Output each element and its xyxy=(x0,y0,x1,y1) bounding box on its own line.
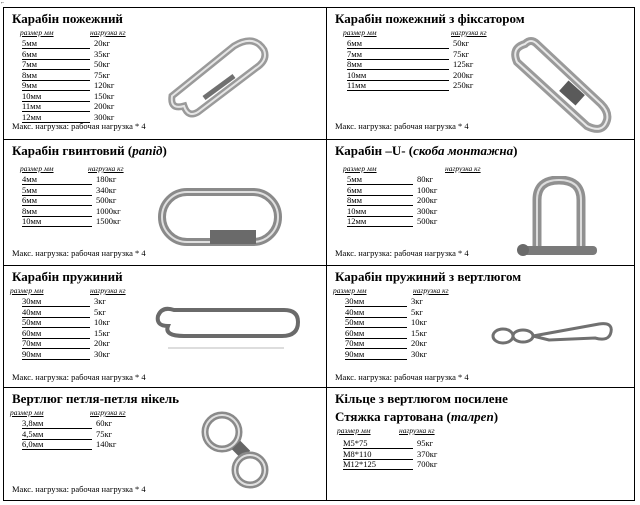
load-value: 1500кг xyxy=(96,216,121,226)
size-value: 11мм xyxy=(347,80,449,91)
title-tail: ) xyxy=(513,143,518,158)
load-value: 15кг xyxy=(94,327,111,338)
spec-row xyxy=(345,307,423,318)
spec-row xyxy=(22,70,110,81)
spec-row xyxy=(22,349,110,360)
spec-row xyxy=(345,338,427,349)
product-table xyxy=(3,7,635,501)
size-value: 70мм xyxy=(345,338,407,349)
size-value: 5мм xyxy=(22,38,90,49)
size-value: 10мм xyxy=(347,206,413,217)
spec-row xyxy=(22,206,121,217)
load-value: 1000кг xyxy=(96,205,121,216)
note: Макс. нагрузка: рабочая нагрузка * 4 xyxy=(12,121,146,131)
title-italic: рапід xyxy=(132,143,163,158)
spec-row xyxy=(22,195,116,206)
size-header: размер мм xyxy=(10,286,44,295)
size-value: 9мм xyxy=(22,80,90,91)
title-text: Стяжка гартована ( xyxy=(335,409,451,424)
load-value: 5кг xyxy=(94,306,106,317)
spec-row xyxy=(347,38,469,49)
eye-eye-swivel-image xyxy=(194,408,274,492)
load-header: нагрузка кг xyxy=(88,164,124,173)
size-value: 6мм xyxy=(347,38,449,49)
load-value: 50кг xyxy=(453,38,470,48)
load-value: 10кг xyxy=(94,317,111,327)
cell-title: Карабін пружиний xyxy=(12,269,123,284)
title-text: Карабін –U- ( xyxy=(335,143,414,158)
load-value: 75кг xyxy=(96,428,113,439)
spec-row xyxy=(347,70,473,81)
cell-title: Вертлюг петля-петля нікель xyxy=(12,391,180,406)
load-header: нагрузка кг xyxy=(399,426,435,435)
load-value: 340кг xyxy=(96,184,117,195)
size-value: 6мм xyxy=(22,195,92,206)
cell-title: Карабін пружиний з вертлюгом xyxy=(335,269,522,284)
size-value: 70мм xyxy=(22,338,90,349)
load-value: 300кг xyxy=(417,205,438,216)
cell-ring-and-turnbuckle xyxy=(327,388,640,500)
size-header: размер мм xyxy=(20,28,54,37)
spec-row xyxy=(22,101,114,112)
swivel-spring-hook-image xyxy=(489,316,619,356)
size-value: M5*75 xyxy=(343,438,413,449)
size-value: 11мм xyxy=(22,101,90,112)
spec-row xyxy=(345,317,427,328)
note: Макс. нагрузка: рабочая нагрузка * 4 xyxy=(12,248,146,258)
load-value: 20кг xyxy=(411,338,428,348)
spec-row xyxy=(22,338,110,349)
spec-row xyxy=(345,296,423,307)
spec-row xyxy=(347,206,437,217)
size-value: 5мм xyxy=(22,185,92,196)
load-value: 250кг xyxy=(453,80,474,90)
spec-row xyxy=(347,59,473,70)
load-value: 200кг xyxy=(94,101,115,111)
load-value: 10кг xyxy=(411,317,428,327)
load-value: 150кг xyxy=(94,90,115,101)
note: Макс. нагрузка: рабочая нагрузка * 4 xyxy=(335,121,469,131)
title-italic: скоба монтажна xyxy=(413,143,514,158)
size-value: M8*110 xyxy=(343,449,413,460)
load-value: 300кг xyxy=(94,111,115,122)
size-value: 8мм xyxy=(22,70,90,81)
size-value: M12*125 xyxy=(343,459,413,470)
size-header: размер мм xyxy=(343,28,377,37)
size-value: 40мм xyxy=(345,307,407,318)
load-value: 30кг xyxy=(411,348,428,359)
cell-screw-carabiner xyxy=(4,140,324,265)
size-value: 6мм xyxy=(347,185,413,196)
note: Макс. нагрузка: рабочая нагрузка * 4 xyxy=(335,248,469,258)
spec-row xyxy=(347,216,437,227)
spec-row xyxy=(347,174,433,185)
load-header: нагрузка кг xyxy=(413,286,449,295)
title-text: Карабін гвинтовий ( xyxy=(12,143,133,158)
spec-row xyxy=(347,80,473,91)
spec-row xyxy=(22,296,106,307)
load-value: 100кг xyxy=(417,184,438,195)
load-header: нагрузка кг xyxy=(90,286,126,295)
load-value: 50кг xyxy=(94,59,111,69)
note: Макс. нагрузка: рабочая нагрузка * 4 xyxy=(12,484,146,494)
title-tail: ) xyxy=(162,143,167,158)
spec-row xyxy=(347,195,437,206)
spec-row xyxy=(22,80,114,91)
load-value: 125кг xyxy=(453,59,474,69)
spec-row xyxy=(347,49,469,60)
size-header: размер мм xyxy=(343,164,377,173)
spec-row xyxy=(345,328,427,339)
spec-row xyxy=(22,307,106,318)
load-value: 35кг xyxy=(94,48,111,59)
size-value: 8мм xyxy=(22,206,92,217)
load-value: 120кг xyxy=(94,80,115,90)
spec-row xyxy=(22,439,116,450)
size-value: 12мм xyxy=(347,216,413,227)
spec-row xyxy=(22,38,110,49)
wire-spring-hook-image xyxy=(154,302,304,356)
load-value: 20кг xyxy=(94,38,111,48)
size-value: 6,0мм xyxy=(22,439,92,450)
size-value: 7мм xyxy=(347,49,449,60)
note: Макс. нагрузка: рабочая нагрузка * 4 xyxy=(335,372,469,382)
load-value: 3кг xyxy=(411,296,423,306)
cell-eye-swivel xyxy=(4,388,324,500)
size-value: 90мм xyxy=(345,349,407,360)
size-value: 30мм xyxy=(22,296,90,307)
size-value: 60мм xyxy=(345,328,407,339)
spec-row xyxy=(22,216,121,227)
load-value: 200кг xyxy=(417,195,438,205)
size-value: 50мм xyxy=(345,317,407,328)
load-header: нагрузка кг xyxy=(90,28,126,37)
size-value: 30мм xyxy=(345,296,407,307)
size-value: 7мм xyxy=(22,59,90,70)
cell-swivel-spring-carabiner xyxy=(327,266,640,387)
load-value: 20кг xyxy=(94,338,111,348)
spec-row xyxy=(22,328,110,339)
spec-row xyxy=(345,349,427,360)
load-value: 5кг xyxy=(411,306,423,317)
load-value: 500кг xyxy=(96,195,117,205)
d-shackle-image xyxy=(511,176,611,270)
cell-title: Кільце з вертлюгом посилене xyxy=(335,391,508,406)
size-value: 10мм xyxy=(22,91,90,102)
load-value: 370кг xyxy=(417,448,438,459)
size-value: 10мм xyxy=(347,70,449,81)
cell-title xyxy=(12,143,167,159)
spec-row xyxy=(22,91,114,102)
size-value: 40мм xyxy=(22,307,90,318)
load-value: 500кг xyxy=(417,216,438,226)
size-header: размер мм xyxy=(10,408,44,417)
load-value: 700кг xyxy=(417,459,438,469)
size-header: размер мм xyxy=(20,164,54,173)
load-value: 180кг xyxy=(96,174,117,184)
load-value: 60кг xyxy=(96,418,113,428)
cell-title-line2 xyxy=(335,409,498,425)
size-header: размер мм xyxy=(333,286,367,295)
size-value: 6мм xyxy=(22,49,90,60)
cell-title: Карабін пожежний xyxy=(12,11,123,26)
size-value: 12мм xyxy=(22,112,90,123)
load-value: 95кг xyxy=(417,438,434,448)
spring-snap-hook-image xyxy=(164,36,276,118)
size-header: размер мм xyxy=(337,426,371,435)
size-value: 4мм xyxy=(22,174,92,185)
spec-row xyxy=(347,185,437,196)
size-value: 5мм xyxy=(347,174,413,185)
load-value: 30кг xyxy=(94,348,111,359)
size-value: 60мм xyxy=(22,328,90,339)
cell-title: Карабін пожежний з фіксатором xyxy=(335,11,525,26)
spec-row xyxy=(22,59,110,70)
title-tail: ) xyxy=(493,409,499,424)
locking-snap-hook-image xyxy=(507,34,617,134)
cell-title xyxy=(335,143,517,159)
size-value: 8мм xyxy=(347,59,449,70)
size-value: 8мм xyxy=(347,195,413,206)
size-value: 3,8мм xyxy=(22,418,92,429)
load-header: нагрузка кг xyxy=(451,28,487,37)
spec-row xyxy=(343,449,437,460)
spec-row xyxy=(22,49,110,60)
cell-fire-carabiner xyxy=(4,8,324,139)
load-value: 15кг xyxy=(411,327,428,338)
size-value: 10мм xyxy=(22,216,92,227)
load-value: 75кг xyxy=(94,69,111,80)
size-value: 4,5мм xyxy=(22,429,92,440)
cell-spring-carabiner xyxy=(4,266,324,387)
note: Макс. нагрузка: рабочая нагрузка * 4 xyxy=(12,372,146,382)
title-italic: талреп xyxy=(450,409,494,424)
size-value: 90мм xyxy=(22,349,90,360)
load-value: 140кг xyxy=(96,439,117,449)
cell-fire-carabiner-lock xyxy=(327,8,640,139)
spec-row xyxy=(22,174,116,185)
load-value: 80кг xyxy=(417,174,434,184)
spec-row xyxy=(22,418,112,429)
spec-row xyxy=(22,185,116,196)
spec-row xyxy=(22,429,112,440)
load-value: 75кг xyxy=(453,48,470,59)
cell-u-shackle xyxy=(327,140,640,265)
size-value: 50мм xyxy=(22,317,90,328)
load-header: нагрузка кг xyxy=(90,408,126,417)
quick-link-image xyxy=(156,186,284,250)
load-header: нагрузка кг xyxy=(445,164,481,173)
spec-row xyxy=(343,459,437,470)
load-value: 3кг xyxy=(94,296,106,306)
corner-marker: ⌐ xyxy=(1,0,5,6)
load-value: 200кг xyxy=(453,69,474,80)
spec-row xyxy=(22,317,110,328)
spec-row xyxy=(343,438,433,449)
